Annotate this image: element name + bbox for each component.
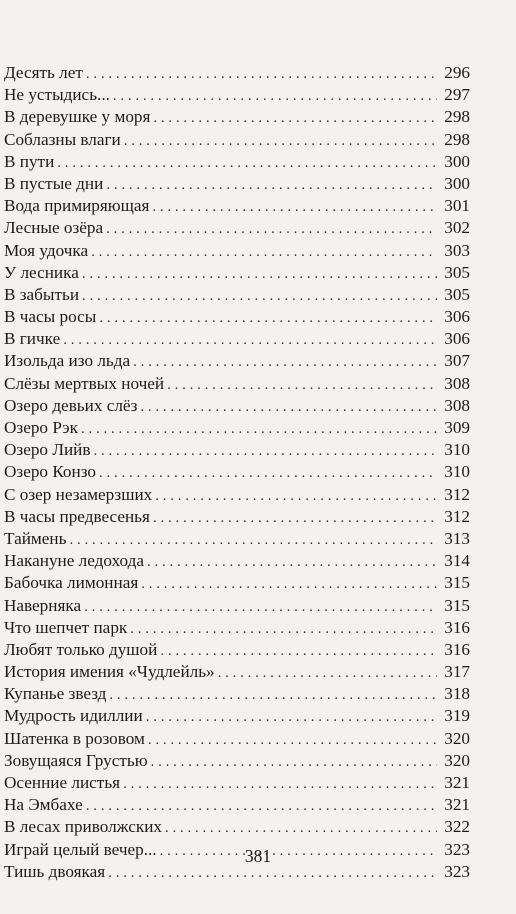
toc-entry-title: Наверняка [4,595,82,615]
toc-entry [4,772,470,794]
toc-entry [4,217,470,239]
toc-entry-page: 300 [444,151,470,171]
toc-entry [4,240,470,262]
toc-entry [4,461,470,483]
toc-entry-page: 310 [444,462,470,482]
toc-dot-leader [86,63,437,85]
toc-entry [4,617,470,639]
toc-entry-page: 322 [444,817,470,837]
toc-entry-page: 306 [444,329,470,349]
toc-entry-title: Изольда изо льда [4,351,131,371]
toc-entry-page: 307 [444,351,470,371]
toc-entry [4,484,470,506]
toc-entry-page: 301 [444,196,470,216]
toc-entry [4,506,470,528]
toc-dot-leader [153,107,437,129]
toc-dot-leader [123,773,437,795]
toc-entry-page: 313 [444,528,470,548]
toc-entry-page: 306 [444,307,470,327]
toc-entry-title: В гичке [4,329,61,349]
toc-entry [4,439,470,461]
toc-entry [4,750,470,772]
toc-entry-page: 310 [444,440,470,460]
toc-entry [4,173,470,195]
toc-entry-title: Вода примиряющая [4,196,150,216]
toc-dot-leader [165,817,437,839]
toc-entry-page: 315 [444,573,470,593]
toc-dot-leader [140,396,437,418]
toc-entry-title: В забытьи [4,284,80,304]
toc-entry-page: 321 [444,773,470,792]
toc-entry-page: 308 [444,373,470,393]
toc-entry [4,62,470,84]
toc-dot-leader [91,241,437,263]
toc-dot-leader [63,329,437,351]
toc-entry [4,639,470,661]
toc-entry-title: В лесах приволжских [4,817,163,837]
toc-dot-leader [57,152,437,174]
toc-entry [4,195,470,217]
toc-entry-title: У лесника [4,262,79,282]
toc-entry-title: Моя удочка [4,240,89,260]
toc-entry-title: Бабочка лимонная [4,573,139,593]
toc-entry [4,417,470,439]
toc-dot-leader [84,596,437,618]
toc-entry-page: 320 [444,750,470,770]
toc-entry [4,794,470,816]
toc-entry-title: Играй целый вечер... [4,839,157,859]
toc-entry [4,373,470,395]
toc-entry-title: Слёзы мертвых ночей [4,373,165,393]
toc-entry [4,661,470,683]
toc-dot-leader [148,729,437,751]
toc-entry-title: В часы предвесенья [4,506,150,526]
toc-entry-title: Озеро девьих слёз [4,395,138,415]
toc-entry [4,151,470,173]
toc-entry-title: Лесные озёра [4,218,104,238]
toc-entry [4,550,470,572]
toc-dot-leader [113,85,437,107]
toc-dot-leader [93,440,437,462]
toc-entry-title: Озеро Конзо [4,462,96,482]
toc-dot-leader [82,285,437,307]
toc-entry-page: 323 [444,861,470,881]
toc-entry-title: Что шепчет парк [4,617,128,637]
toc-entry-page: 317 [444,662,470,682]
toc-dot-leader [130,618,437,640]
toc-entry-page: 300 [444,173,470,193]
toc-entry-title: На Эмбахе [4,795,83,815]
toc-entry-title: История имения «Чудлейль» [4,662,215,682]
toc-entry [4,284,470,306]
table-of-contents [4,62,470,883]
toc-entry-title: В деревушке у моря [4,107,151,127]
toc-entry-page: 308 [444,395,470,415]
toc-dot-leader [146,706,437,728]
toc-entry-page: 318 [444,684,470,704]
toc-dot-leader [81,418,437,440]
toc-dot-leader [160,640,437,662]
toc-dot-leader [152,196,437,218]
toc-entry-page: 321 [444,795,470,815]
toc-dot-leader [153,507,437,529]
toc-entry [4,572,470,594]
toc-entry-title: Озеро Рэк [4,418,79,437]
toc-entry-page: 316 [444,639,470,659]
toc-entry-title: Десять лет [4,63,83,82]
toc-dot-leader [86,795,437,817]
toc-dot-leader [69,529,437,551]
toc-dot-leader [99,462,437,484]
toc-dot-leader [151,751,437,773]
toc-entry-page: 323 [444,839,470,859]
toc-dot-leader [218,662,437,684]
toc-entry [4,528,470,550]
toc-entry-title: Озеро Лийв [4,440,91,460]
toc-entry-page: 298 [444,129,470,149]
toc-entry-page: 296 [444,63,470,82]
toc-entry-page: 309 [444,418,470,437]
toc-entry-page: 298 [444,107,470,127]
toc-entry-title: В пустые дни [4,173,104,193]
toc-dot-leader [147,551,437,573]
toc-dot-leader [109,684,437,706]
toc-entry-page: 314 [444,551,470,571]
toc-entry [4,106,470,128]
toc-entry-title: В пути [4,151,55,171]
toc-entry-title: С озер незамерзших [4,484,153,504]
toc-entry-title: Тишь двоякая [4,861,106,881]
toc-entry-page: 302 [444,218,470,238]
toc-entry-page: 303 [444,240,470,260]
toc-entry-title: Мудрость идиллии [4,706,143,726]
toc-entry [4,129,470,151]
toc-entry-page: 312 [444,506,470,526]
toc-entry-page: 316 [444,617,470,637]
toc-entry-page: 305 [444,284,470,304]
toc-entry-title: Таймень [4,528,67,548]
toc-entry [4,328,470,350]
toc-entry [4,395,470,417]
toc-entry-page: 297 [444,85,470,105]
toc-entry [4,306,470,328]
toc-dot-leader [124,130,437,152]
toc-dot-leader [167,374,437,396]
toc-entry-title: Купанье звезд [4,684,107,704]
toc-entry-page: 305 [444,262,470,282]
page-number: 381 [244,846,272,866]
toc-entry [4,816,470,838]
toc-entry [4,350,470,372]
toc-dot-leader [99,307,437,329]
toc-entry-title: Осенние листья [4,773,121,792]
toc-entry [4,84,470,106]
toc-entry-title: Шатенка в розовом [4,728,145,748]
toc-entry-page: 312 [444,484,470,504]
toc-entry [4,705,470,727]
toc-dot-leader [82,263,437,285]
toc-entry-page: 319 [444,706,470,726]
toc-entry [4,683,470,705]
toc-entry-page: 315 [444,595,470,615]
toc-entry-title: Любят только душой [4,639,158,659]
toc-dot-leader [106,218,437,240]
toc-entry-title: Накануне ледохода [4,551,144,571]
toc-entry-title: Соблазны влаги [4,129,121,149]
toc-dot-leader [133,351,437,373]
toc-dot-leader [141,573,437,595]
toc-entry [4,728,470,750]
toc-entry-title: Зовущаяся Грустью [4,750,148,770]
toc-entry-title: Не устыдись... [4,85,110,105]
toc-entry-title: В часы росы [4,307,97,327]
toc-dot-leader [155,485,437,507]
toc-entry [4,595,470,617]
toc-entry-page: 320 [444,728,470,748]
toc-entry [4,262,470,284]
toc-dot-leader [106,174,437,196]
